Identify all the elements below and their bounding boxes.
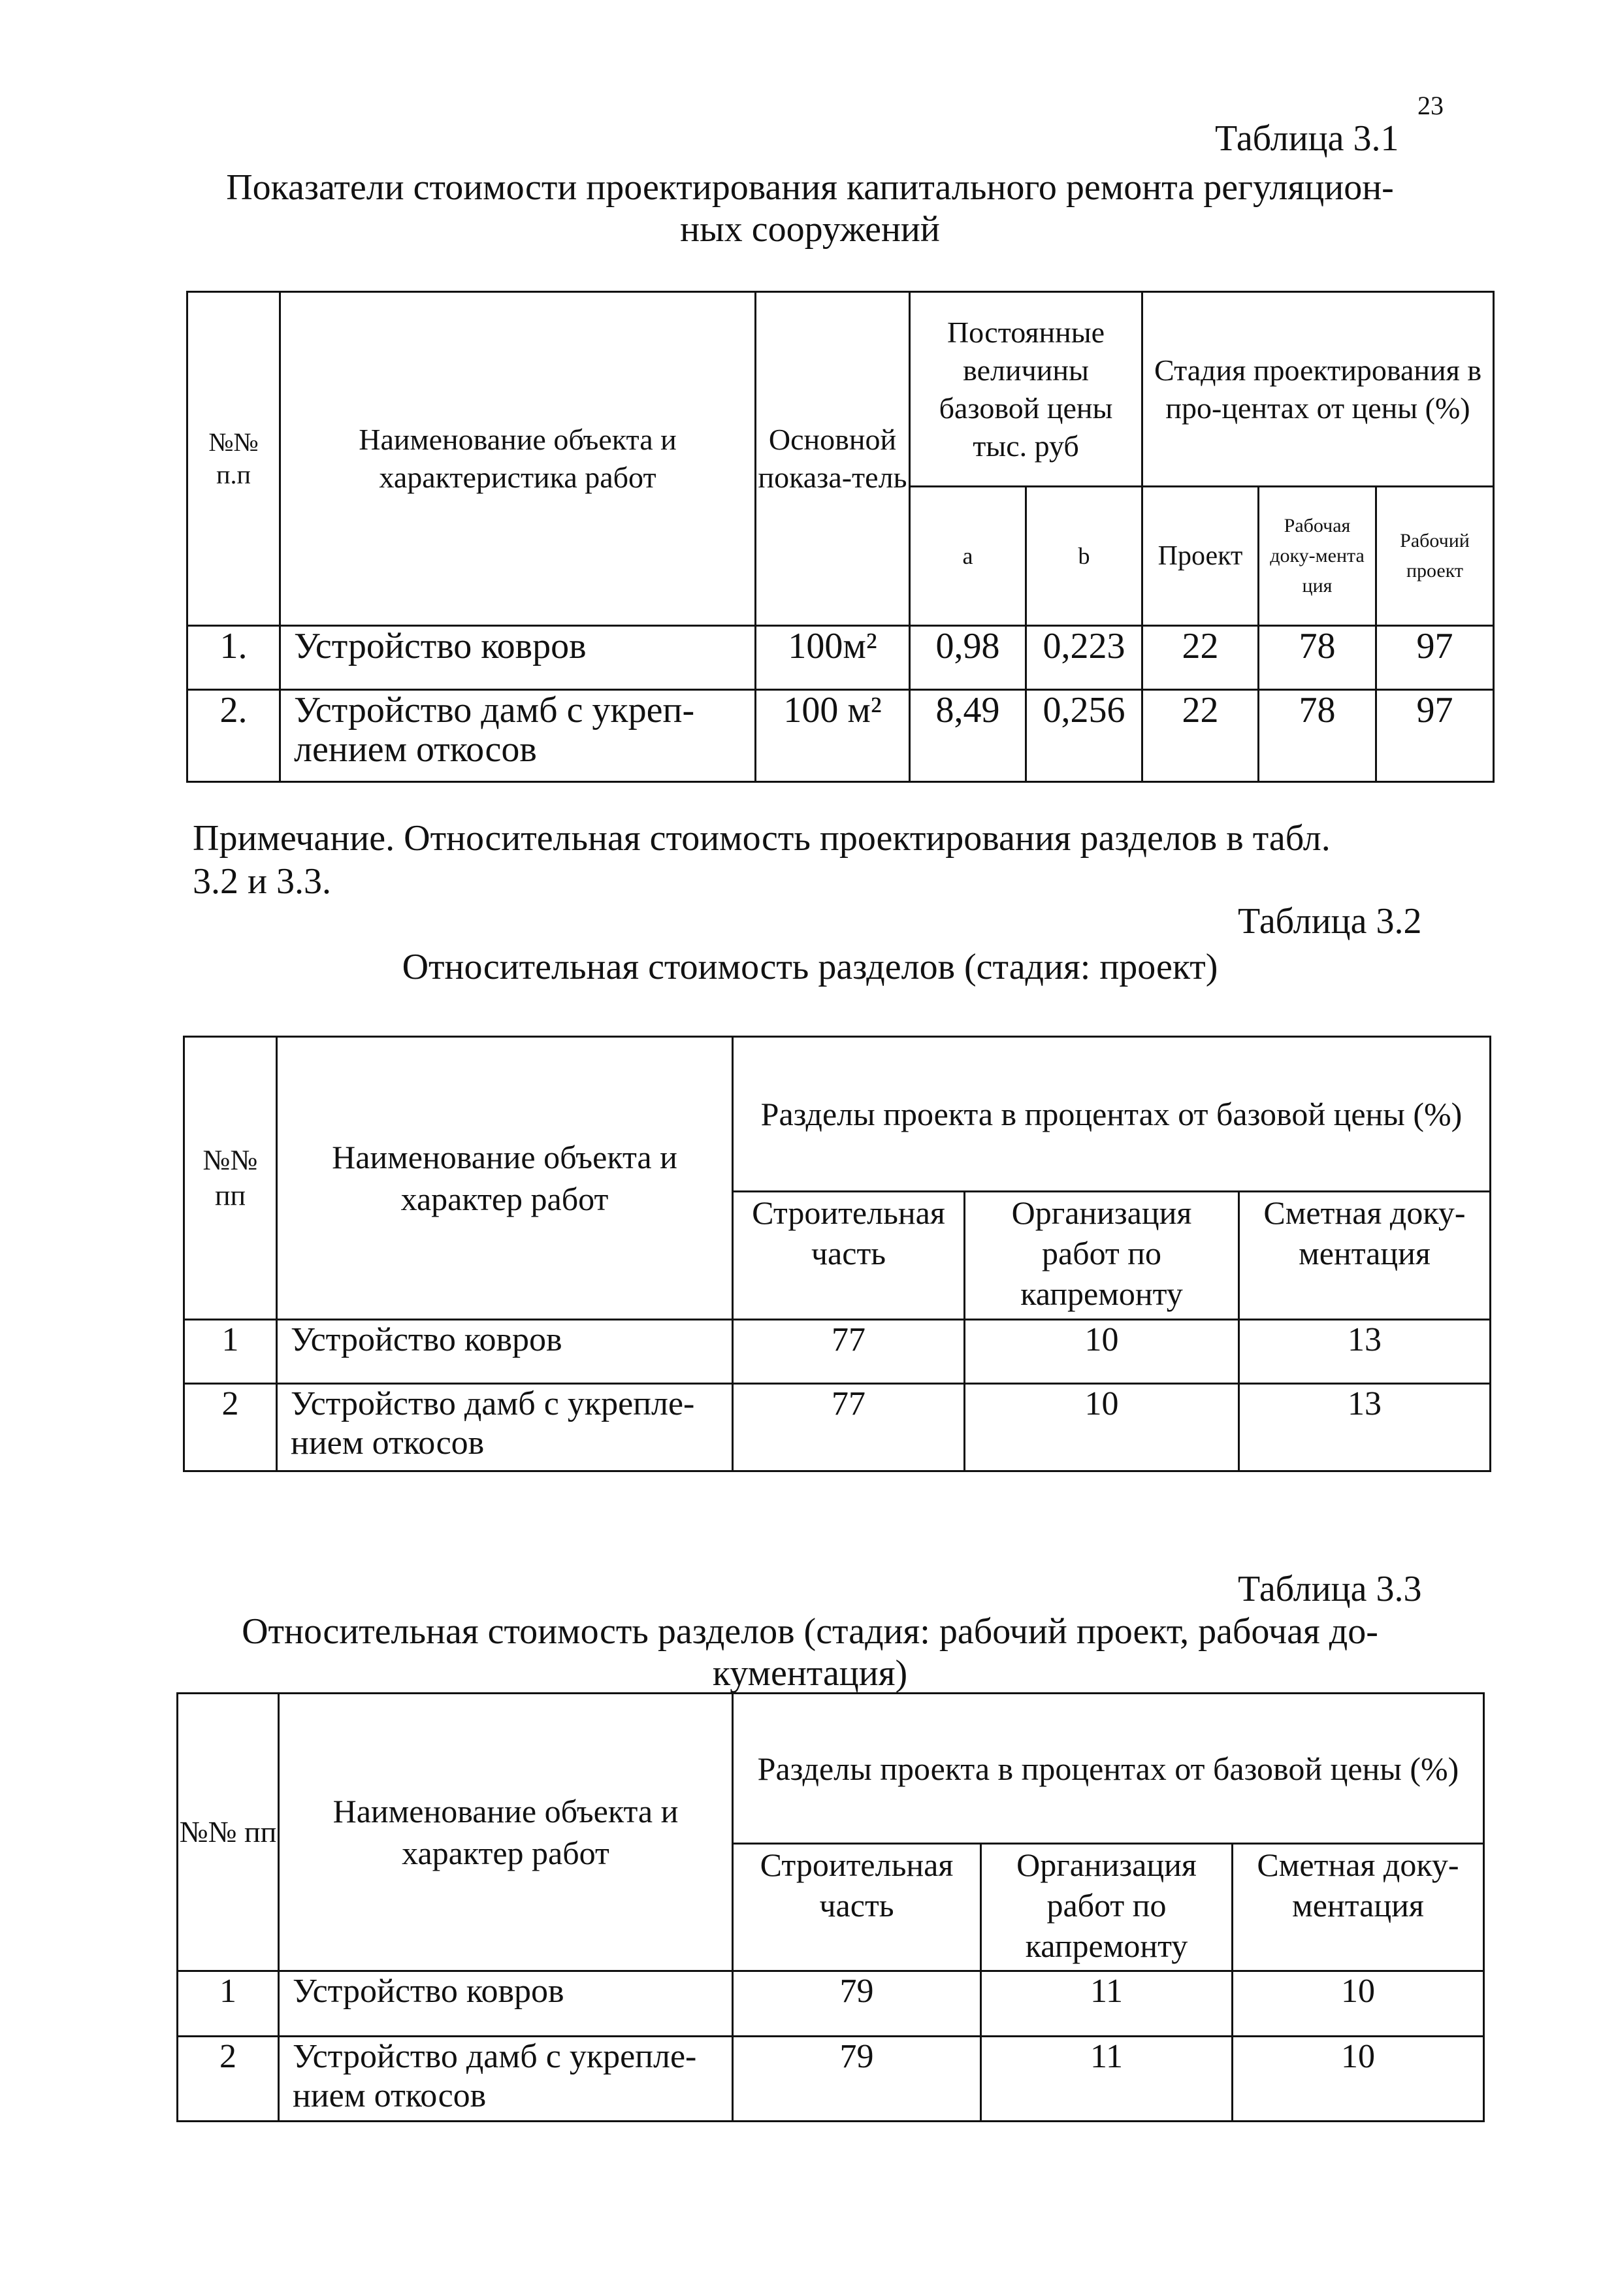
table2-row1-name: Устройство ковров xyxy=(277,1320,733,1384)
table1-row1-a: 0,98 xyxy=(910,626,1026,690)
table1-header-const: Постоянные величины базовой цены тыс. руб xyxy=(910,292,1142,487)
note-line1: Примечание. Относительная стоимость проектирования разделов в табл. xyxy=(193,818,1331,859)
table3-row1-num: 1 xyxy=(178,1971,279,2037)
table1-row1-num: 1. xyxy=(187,626,280,690)
table1-title xyxy=(157,167,1463,250)
table2-row2-num: 2 xyxy=(184,1384,277,1471)
table1-row2-rabproekt: 97 xyxy=(1376,690,1494,782)
table2-row2-org: 10 xyxy=(965,1384,1239,1471)
table3-header-org: Организация работ по капремонту xyxy=(981,1844,1233,1971)
table3-row1-name: Устройство ковров xyxy=(279,1971,733,2037)
table1-row1-name: Устройство ковров xyxy=(280,626,756,690)
table2-header-org: Организация работ по капремонту xyxy=(965,1192,1239,1320)
table2-row1-build: 77 xyxy=(733,1320,965,1384)
note-line2: 3.2 и 3.3. xyxy=(193,861,331,902)
table-row xyxy=(184,1384,1491,1471)
table-row xyxy=(184,1320,1491,1384)
table-row xyxy=(178,2037,1484,2122)
note xyxy=(193,817,1466,903)
table3-row2-org: 11 xyxy=(981,2037,1233,2122)
table2-header-num: №№ пп xyxy=(184,1037,277,1320)
table1-title-line2: ных сооружений xyxy=(680,209,940,250)
table3-header-group: Разделы проекта в процентах от базовой цены (%) xyxy=(733,1694,1484,1844)
table1-header-num: №№ п.п xyxy=(187,292,280,626)
table2-row2-name: Устройство дамб с укрепле-нием откосов xyxy=(277,1384,733,1471)
table1-header-stage: Стадия проектирования в про-центах от цены (%) xyxy=(1142,292,1494,487)
table1-header-rabdoc: Рабочая доку-мента ция xyxy=(1259,487,1376,626)
table3-row2-build: 79 xyxy=(733,2037,981,2122)
table2-label: Таблица 3.2 xyxy=(1238,901,1422,942)
table-row xyxy=(187,690,1494,782)
table1-row2-proekt: 22 xyxy=(1142,690,1259,782)
table3-header-build: Строительная часть xyxy=(733,1844,981,1971)
table3-row1-build: 79 xyxy=(733,1971,981,2037)
table1-row2-basic: 100 м² xyxy=(756,690,910,782)
table1-header-a: a xyxy=(910,487,1026,626)
table3-header-name: Наименование объекта и характер работ xyxy=(279,1694,733,1971)
table1-row2-a: 8,49 xyxy=(910,690,1026,782)
table1-header-proekt: Проект xyxy=(1142,487,1259,626)
table1-header-basic: Основной показа-тель xyxy=(756,292,910,626)
table3-title-line2: кументация) xyxy=(712,1653,908,1694)
table3-row2-num: 2 xyxy=(178,2037,279,2122)
table3-row1-est: 10 xyxy=(1233,1971,1484,2037)
table3-title xyxy=(157,1611,1463,1694)
table1-row1-proekt: 22 xyxy=(1142,626,1259,690)
table2-row1-num: 1 xyxy=(184,1320,277,1384)
table-row xyxy=(187,626,1494,690)
page-number: 23 xyxy=(1417,91,1444,120)
table2-row1-org: 10 xyxy=(965,1320,1239,1384)
table2-row2-build: 77 xyxy=(733,1384,965,1471)
table1-row2-b: 0,256 xyxy=(1026,690,1142,782)
table2-row2-est: 13 xyxy=(1239,1384,1491,1471)
table1-title-line1: Показатели стоимости проектирования капитального ремонта регуляцион- xyxy=(226,167,1394,208)
table2-header-build: Строительная часть xyxy=(733,1192,965,1320)
table1-row2-rabdoc: 78 xyxy=(1259,690,1376,782)
table3-header-num: №№ пп xyxy=(178,1694,279,1971)
table2-row1-est: 13 xyxy=(1239,1320,1491,1384)
table1-row2-name: Устройство дамб с укреп-лением откосов xyxy=(280,690,756,782)
table2-header-est: Сметная доку-ментация xyxy=(1239,1192,1491,1320)
table2-title: Относительная стоимость разделов (стадия: проект) xyxy=(402,947,1218,987)
table3-header-est: Сметная доку-ментация xyxy=(1233,1844,1484,1971)
table2-header-name: Наименование объекта и характер работ xyxy=(277,1037,733,1320)
table3-label: Таблица 3.3 xyxy=(1238,1569,1422,1609)
table3-row1-org: 11 xyxy=(981,1971,1233,2037)
table2-header-group: Разделы проекта в процентах от базовой цены (%) xyxy=(733,1037,1491,1192)
table3 xyxy=(176,1692,1485,2122)
table3-row2-est: 10 xyxy=(1233,2037,1484,2122)
table1-header-b: b xyxy=(1026,487,1142,626)
table1-row1-rabdoc: 78 xyxy=(1259,626,1376,690)
table1-row1-basic: 100м² xyxy=(756,626,910,690)
table1-label: Таблица 3.1 xyxy=(1215,118,1399,159)
table3-title-line1: Относительная стоимость разделов (стадия: рабочий проект, рабочая до- xyxy=(242,1611,1378,1652)
table3-row2-name: Устройство дамб с укрепле-нием откосов xyxy=(279,2037,733,2122)
table1-header-name: Наименование объекта и характеристика работ xyxy=(280,292,756,626)
table1-row1-rabproekt: 97 xyxy=(1376,626,1494,690)
table1 xyxy=(186,291,1495,783)
table2 xyxy=(183,1036,1491,1472)
table1-row1-b: 0,223 xyxy=(1026,626,1142,690)
table-row xyxy=(178,1971,1484,2037)
table1-row2-num: 2. xyxy=(187,690,280,782)
table1-header-rabproekt: Рабочий проект xyxy=(1376,487,1494,626)
